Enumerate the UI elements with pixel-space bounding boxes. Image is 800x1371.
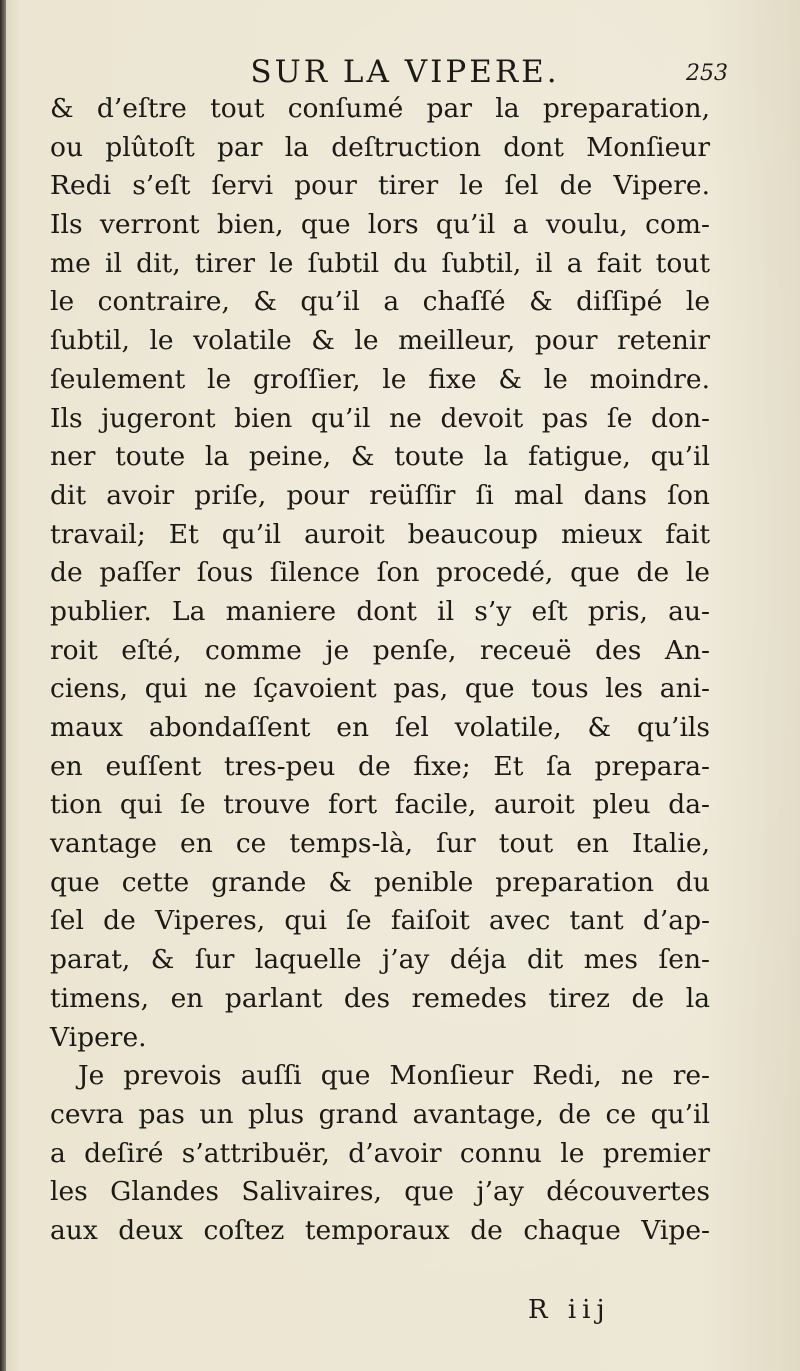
text-line: Ils verront bien, que lors qu’il a voulu, com- [50,209,710,241]
signature-mark: R iij [528,1295,611,1325]
text-line: ſubtil, le volatile & le meilleur, pour retenir [50,325,710,357]
text-line: publier. La maniere dont il s’y eſt pris, au- [50,595,710,627]
text-line: roit eſté, comme je penſe, receuë des An- [50,634,710,666]
text-line: dit avoir priſe, pour reüſſir ſi mal dans ſon [50,479,710,511]
text-line: vantage en ce temps-là, ſur tout en Italie, [50,828,710,860]
text-line: timens, en parlant des remedes tirez de la [50,982,710,1014]
page-number: 253 [686,61,728,86]
text-line: maux abondaſſent en ſel volatile, & qu’ils [50,712,710,743]
text-line: me il dit, tirer le ſubtil du ſubtil, il a fait tout [50,247,710,279]
text-line: aux deux coſtez temporaux de chaque Vipe- [50,1214,710,1246]
running-head [50,52,760,92]
text-line: tion qui ſe trouve fort facile, auroit pleu da- [50,789,710,821]
text-line: les Glandes Salivaires, que j’ay découvertes [50,1176,710,1208]
text-line: ner toute la peine, & toute la fatigue, qu’il [50,441,710,473]
text-line: de paſſer ſous ſilence ſon procedé, que de le [50,557,710,589]
binding-edge [0,0,6,1371]
body-text [50,90,710,1251]
text-line: parat, & ſur laquelle j’ay déja dit mes ſen- [50,944,710,976]
text-line: ciens, qui ne ſçavoient pas, que tous les ani- [50,673,710,705]
text-line: cevra pas un plus grand avantage, de ce qu’il [50,1098,710,1130]
text-line: Je prevois auſſi que Monſieur Redi, ne re- [78,1060,710,1092]
text-line: & d’eſtre tout conſumé par la preparation, [50,93,710,124]
text-line: le contraire, & qu’il a chaſſé & diſſipé le [50,286,710,318]
text-line: travail; Et qu’il auroit beaucoup mieux fait [50,518,710,550]
running-title: SUR LA VIPERE. [250,54,560,90]
text-line: Redi s’eſt ſervi pour tirer le ſel de Vipere. [50,170,710,202]
text-line: ou plûtoſt par la deſtruction dont Monſieur [50,131,710,163]
text-line: a deſiré s’attribuër, d’avoir connu le premier [50,1137,710,1169]
text-line: ſel de Viperes, qui ſe faiſoit avec tant d’ap- [50,905,710,937]
text-line: ſeulement le groſſier, le fixe & le moindre. [50,363,710,395]
text-line: Ils jugeront bien qu’il ne devoit pas ſe don- [50,402,710,434]
text-line: en euſſent tres-peu de fixe; Et ſa prepara- [50,750,710,782]
text-line: Vipere. [50,1021,147,1053]
text-line: que cette grande & penible preparation du [50,866,710,898]
